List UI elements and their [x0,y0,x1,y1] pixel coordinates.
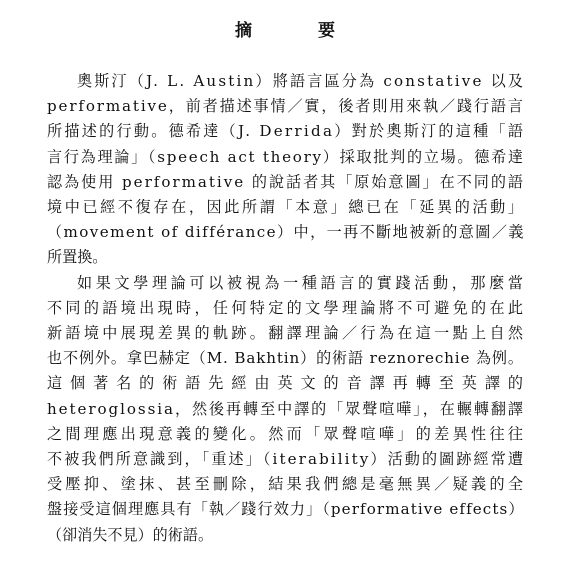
text-line: 認為使用 performative 的說話者其「原始意圖」在不同的語 [47,172,525,191]
text-line: 之間理應出現意義的變化。然而「眾聲喧嘩」的差異性往往 [47,424,527,443]
text-line: 不同的語境出現時，任何特定的文學理論將不可避免的在此 [47,298,527,317]
text-line: （卻消失不見）的術語。 [47,525,214,544]
text-line: 這個著名的術語先經由英文的音譯再轉至英譯的 [47,374,531,393]
text-line: 境中已經不復存在，因此所謂「本意」總已在「延異的活動」 [47,198,526,217]
text-line: performative，前者描述事情／實，後者則用來執／踐行語言 [47,97,525,116]
text-line: 如果文學理論可以被視為一種語言的實踐活動，那麼當 [77,273,527,292]
text-line: 所置換。 [47,248,108,267]
text-line: 盤接受這個理應具有「執／踐行效力」（performative effects） [47,500,525,519]
text-line: 也不例外。拿巴赫定（M. Bakhtin）的術語 reznorechie 為例。 [47,349,524,368]
text-line: 受壓抑、塗抹、甚至刪除，結果我們總是毫無異／疑義的全 [47,475,527,494]
text-line: （movement of différance）中，一再不斷地被新的意圖／義 [47,223,525,242]
text-line: 新語境中展現差異的軌跡。翻譯理論／行為在這一點上自然 [47,324,527,343]
abstract-page [47,20,531,548]
paragraph-1 [47,69,526,271]
abstract-title: 摘 要 [235,21,365,41]
text-line: 所描述的行動。德希達（J. Derrida）對於奧斯汀的這種「語 [47,122,526,141]
text-line: heteroglossia，然後再轉至中譯的「眾聲喧嘩」，在輾轉翻譯 [47,399,525,418]
text-line: 奧斯汀（J. L. Austin）將語言區分為 constative 以及 [77,72,526,90]
text-line: 言行為理論」（speech act theory）採取批判的立場。德希達 [47,147,525,166]
text-line: 不被我們所意識到，「重述」（iterability）活動的圖跡經常遭 [47,450,526,469]
paragraph-2 [47,271,531,548]
